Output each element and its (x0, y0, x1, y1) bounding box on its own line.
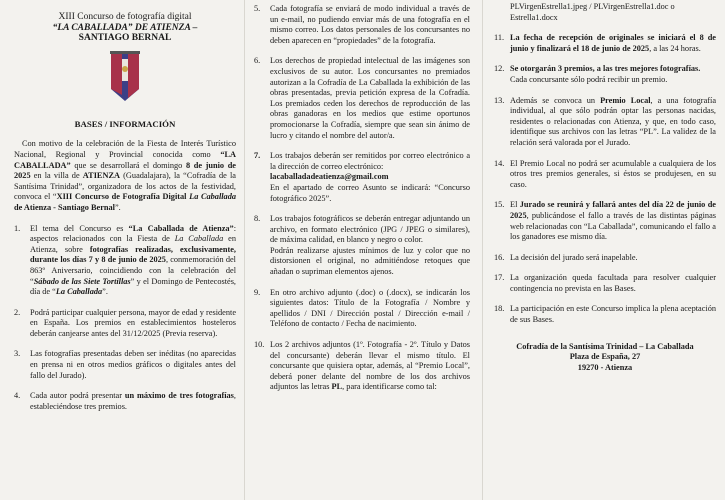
rule-7: 7. Los trabajos deberán ser remitidos por correo electrónico a la dirección de correo electrónico: lacaballadadeatienza@gmail.com En el apartado de correo Asunto se indicará: “Concurso fotográfico 2025”. (254, 151, 470, 203)
rule-17: 17. La organización queda facultada para resolver cualquier contingencia no prevista en las Bases. (494, 273, 716, 293)
rule-5: 5. Cada fotografía se enviará de modo individual a través de un e-mail, no pudiendo enviar más de una fotografía en el mismo correo. Los datos personales de los concursantes no deben aparecen en “propiedades” de la fotografía. (254, 4, 470, 45)
rule-14: 14. El Premio Local no podrá ser acumulable a cualquiera de los otros tres premios generales, si éstos se produjesen, en su caso. (494, 158, 716, 189)
organizer-address (494, 342, 716, 374)
intro-paragraph: Con motivo de la celebración de la Fiesta de Interés Turístico Nacional, Regional y Provincial conocida como “LA CABALLADA” que se desarrollará el domingo 8 de junio de 2025 en la villa de ATIENZA (Guadalajara), la “Cofradía de la Santísima Trinidad”, organizadora de los actos de la festividad, convoca el “XIII Concurso de Fotografía Digital La Caballada de Atienza - Santiago Bernal”. (14, 139, 236, 212)
footer-line-1: Cofradía de la Santísima Trinidad – La Caballada (516, 341, 694, 351)
fold-line-1 (244, 0, 245, 500)
column-2 (254, 0, 470, 500)
footer-line-3: 19270 - Atienza (577, 362, 633, 372)
rule-10-example: PLVirgenEstrella1.jpeg / PLVirgenEstrella1.doc o Estrella1.docx (510, 2, 675, 22)
header-line-3: SANTIAGO BERNAL (78, 33, 172, 44)
banner-emblem-icon (108, 51, 142, 103)
header-line-2: “LA CABALLADA” DE ATIENZA – (52, 22, 198, 33)
rule-12: 12. Se otorgarán 3 premios, a las tres mejores fotografías. Cada concursante sólo podrá recibir un premio. (494, 64, 701, 84)
rule-16: 16. La decisión del jurado será inapelable. (494, 252, 638, 262)
rule-9: 9. En otro archivo adjunto (.doc) o (.docx), se indicarán los siguientes datos: Título de la Fotografía / Nombre y apellidos / DNI / Dirección postal / Dirección e-mail / Teléfono de contacto / Fecha de nacimiento. (254, 287, 470, 329)
column-3 (494, 0, 716, 500)
section-title: BASES / INFORMACIÓN (74, 118, 176, 129)
rule-13: 13. Además se convoca un Premio Local, a una fotografía individual, al que sólo podrán optar las personas nacidas, residentes o relacionadas con Atienza, y que, en todo caso, identifique sus archivos con las letras “PL”. La validez de la relación será valorada por el Jurado. (494, 95, 716, 147)
rule-10: 10. Los 2 archivos adjuntos (1º. Fotografía - 2º. Título y Datos del concursante) deberán llevar el mismo título. El concursante que quisiera optar, además, al “Premio Local”, deberá poner delante del nombre de los dos archivos adjuntos las letras PL, para identificarse como tal: (254, 340, 470, 392)
column-1 (14, 0, 236, 500)
rule-11: 11. La fecha de recepción de originales se iniciará el 8 de junio y finalizará el 18 de junio de 2025, a las 24 horas. (494, 33, 716, 53)
rule-8: 8. Los trabajos fotográficos se deberán entregar adjuntando un archivo, en formato electrónico (JPG / JPEG o similares), de máxima calidad, en blanco y negro o color. Podrán realizarse ajustes mínimos de luz y color que no distorsionen el original, no admitiéndose retoques que añadan o supriman elementos ajenos. (254, 214, 470, 277)
header-line-1: XIII Concurso de fotografía digital (58, 12, 192, 22)
rule-18: 18. La participación en este Concurso implica la plena aceptación de sus Bases. (494, 304, 716, 325)
footer-line-2: Plaza de España, 27 (569, 352, 641, 362)
rule-6: 6. Los derechos de propiedad intelectual de las imágenes son exclusivos de su autor. Los concursantes no premiados autorizan a la Cofradía de La Caballada la exhibición de las obras presentadas, previa petición expresa de la Cofradía. Los premiados ceden los derechos de reproducción de las obras ganadoras en los medios que estime oportunos promocionarse la Cofradía, siempre que sean sin ánimo de lucro y citando el nombre del autor/a. (254, 56, 470, 140)
rule-4: 4. Cada autor podrá presentar un máximo de tres fotografías, estableciéndose tres premios. (14, 391, 236, 411)
rule-15: 15. El Jurado se reunirá y fallará antes del día 22 de junio de 2025, publicándose el fallo a través de las distintas páginas web relacionadas con “La Caballada”, comunicando el fallo a los ganadores ese mismo día. (494, 200, 716, 242)
rule-2: 2. Podrá participar cualquier persona, mayor de edad y residente en España. Los premios en establecimientos hosteleros deberán canjearse antes del 31/12/2025 (Previa reserva). (14, 307, 236, 338)
fold-line-2 (482, 0, 483, 500)
rule-3: 3. Las fotografías presentadas deben ser inéditas (no aparecidas en prensa ni en otros medios gráficos o digitales antes del fallo del Jurado). (14, 349, 236, 380)
contact-email: lacaballadadeatienza@gmail.com (270, 172, 389, 182)
rule-1: 1. El tema del Concurso es “La Caballada de Atienza”: aspectos relacionados con la Fiesta de La Caballada en Atienza, sobre fotografías realizadas, exclusivamente, durante los días 7 y 8 de junio de 2025, conmemoración del 863º Aniversario, coincidiendo con la celebración del “Sábado de las Siete Tortillas” y el Domingo de Pentecostés, día de “La Caballada”. (14, 223, 236, 297)
